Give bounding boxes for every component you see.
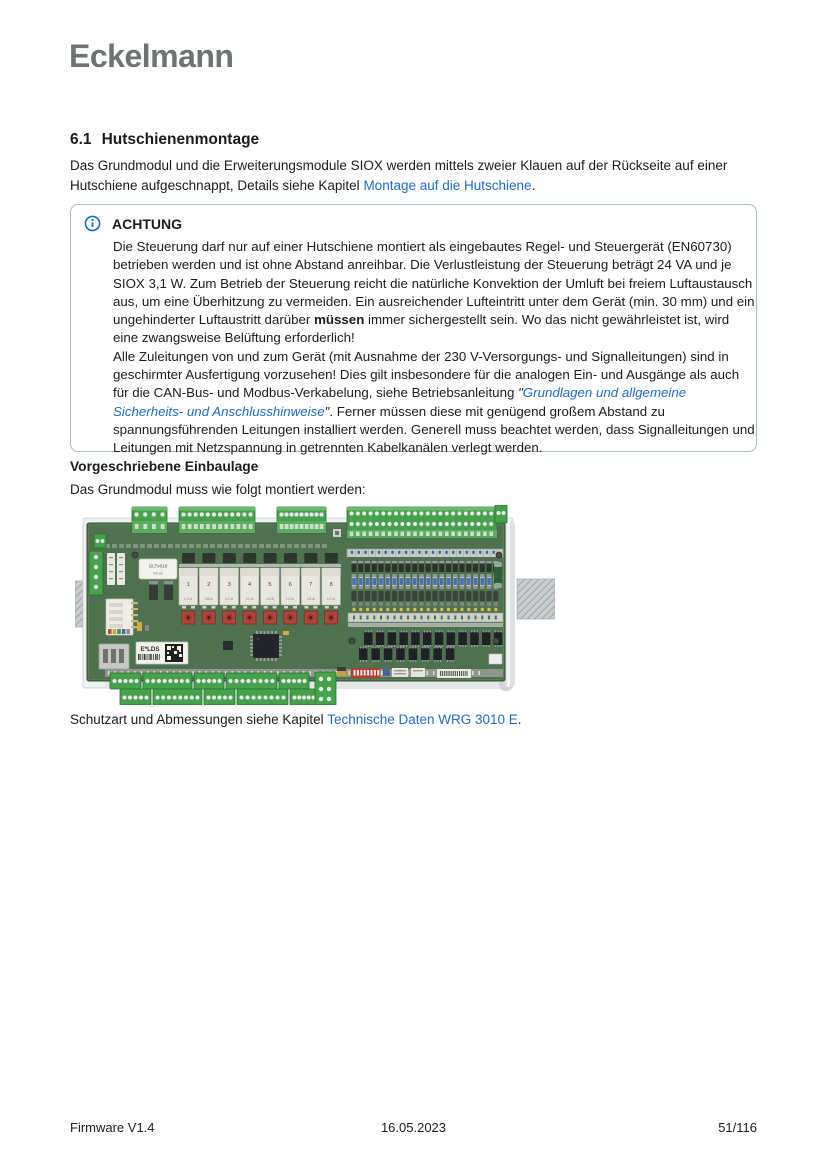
svg-text:3: 3 [227, 582, 231, 588]
intro-paragraph [70, 156, 770, 195]
svg-text:I-O-A: I-O-A [327, 597, 336, 601]
page-footer [70, 1120, 757, 1138]
svg-text:I-O-A: I-O-A [245, 597, 254, 601]
footer-firmware-version: Firmware V1.4 [70, 1120, 155, 1135]
footer-date: 16.05.2023 [380, 1120, 447, 1135]
notice-box [70, 204, 757, 456]
svg-text:I-O-A: I-O-A [306, 597, 315, 601]
lead-text: Das Grundmodul muss wie folgt montiert werden: [70, 482, 366, 497]
svg-text:6: 6 [288, 582, 292, 588]
section-number: 6.1 [70, 131, 92, 148]
svg-text:GLTx010: GLTx010 [148, 563, 168, 569]
text-run: " [518, 385, 523, 401]
technische-daten-link[interactable]: Technische Daten WRG 3010 E [327, 712, 518, 727]
text-run: " [324, 403, 330, 419]
text-run: Die Steuerung darf nur auf einer Hutschiene montiert als eingebautes Regel- und Steuergerät (EN60730) betrieben werden und ist ohne Abstand anreihbar. Die Verlustleistung der Steuerung beträgt 24 VA und je SIOX 3,1 W. Zum Betrieb der Steuerung reicht die natürliche Konvektion der Umluft bei freiem Luftaustausch aus, um eine Überhitzung zu vermeiden. Ein ausreichender Lufteintritt unter dem Gerät (min. 30 mm) und ein ungehinderter Luftaustritt darüber [113, 239, 755, 328]
pcb-photo [75, 505, 555, 705]
notice-title: ACHTUNG [112, 215, 182, 232]
text-run: . [531, 177, 536, 193]
montage-hutschiene-link[interactable]: Montage auf die Hutschiene [363, 177, 532, 193]
notice-header [84, 215, 182, 232]
svg-text:I-O-A: I-O-A [204, 597, 213, 601]
company-logo: Eckelmann [69, 38, 234, 74]
svg-text:Vx.xx: Vx.xx [153, 570, 163, 576]
svg-text:1: 1 [186, 582, 190, 588]
svg-text:I-O-A: I-O-A [286, 597, 295, 601]
grundlagen-link[interactable]: Grundlagen und allgemeine Sicherheits- und Anschlusshinweise [113, 385, 687, 419]
text-run: immer sichergestellt sein. Wo das nicht gewährleistet ist, wird eine zwangsweise Belüftung erforderlich! [113, 312, 730, 346]
text-run: müssen [314, 312, 365, 328]
section-heading [70, 131, 259, 149]
subsection-heading: Vorgeschriebene Einbaulage [70, 459, 259, 474]
svg-text:I-O-A: I-O-A [184, 597, 193, 601]
text-run: Alle Zuleitungen von und zum Gerät (mit Ausnahme der 230 V-Versorgungs- und Signalleitungen) sind in geschirmter Ausfertigung vorzusehen! Dies gilt insbesondere für die analogen Ein- und Ausgänge als auch für die CAN-Bus- und Modbus-Verkabelung, siehe Betriebsanleitung [113, 348, 740, 401]
svg-text:7: 7 [309, 582, 313, 588]
outro-paragraph [70, 710, 770, 730]
svg-text:I-O-A: I-O-A [225, 597, 234, 601]
text-run: Schutzart und Abmessungen siehe Kapitel [70, 712, 328, 727]
text-run: . [517, 712, 522, 727]
svg-text:I-O-A: I-O-A [265, 597, 274, 601]
info-icon [84, 215, 101, 232]
text-run: Das Grundmodul und die Erweiterungsmodule SIOX werden mittels zweier Klauen auf der Rückseite auf einer Hutschiene aufgeschnappt, Details siehe Kapitel [70, 158, 728, 193]
svg-text:4: 4 [247, 582, 252, 588]
svg-text:2: 2 [207, 582, 211, 588]
svg-text:8: 8 [329, 582, 333, 588]
notice-body [113, 238, 755, 458]
text-run: . Ferner müssen diese mit genügend großem Abstand zu spannungsführenden Leitungen installiert werden. Generell muss beachtet werden, dass Signalleitungen und Leitungen mit Netzspannung in getrennten Kabelkanälen verlegt werden. [113, 403, 755, 456]
svg-text:5: 5 [268, 582, 272, 588]
footer-page-number: 51/116 [718, 1120, 757, 1135]
section-title: Hutschienenmontage [101, 131, 260, 148]
svg-text:E*LDS: E*LDS [140, 646, 160, 653]
